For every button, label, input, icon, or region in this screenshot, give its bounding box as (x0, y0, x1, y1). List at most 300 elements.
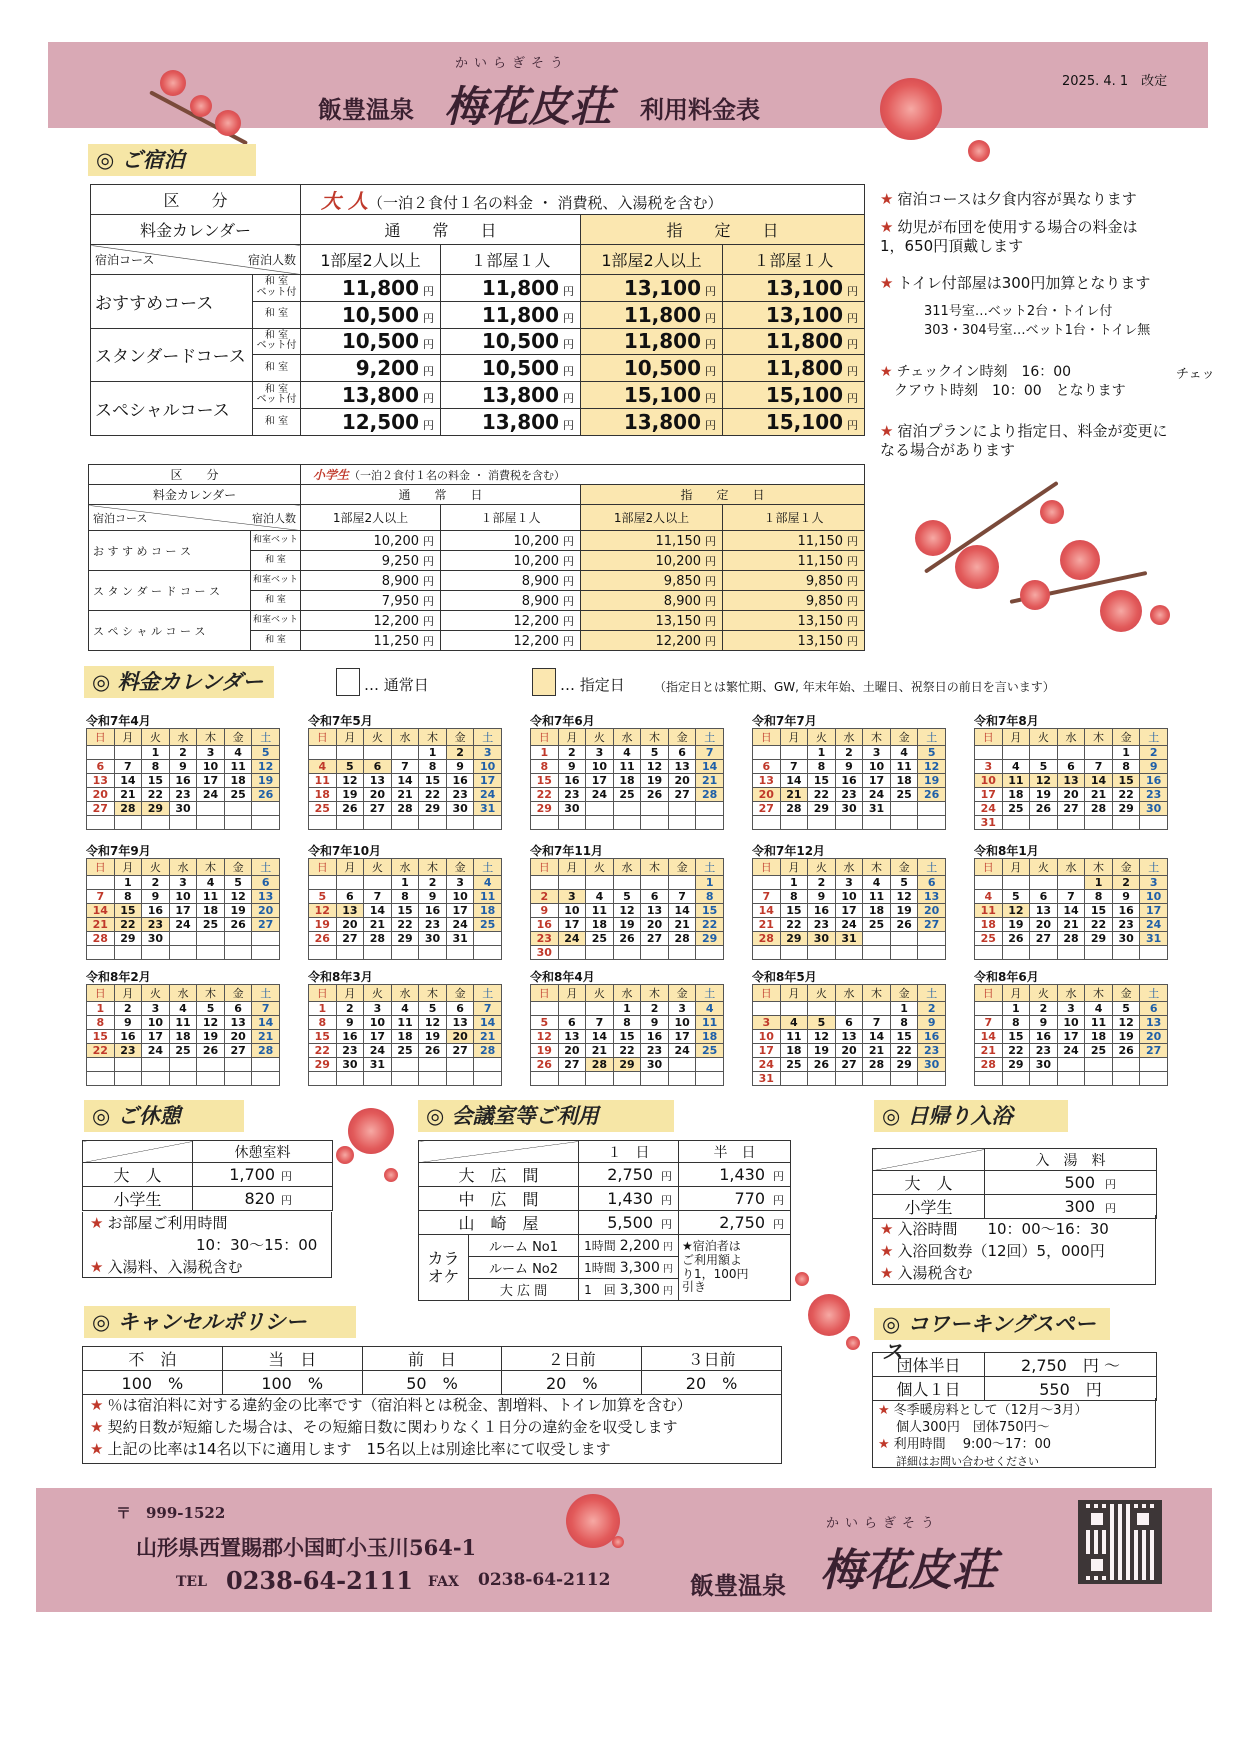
calendar-day: 27 (558, 1058, 586, 1072)
cancel-val-4: 20 % (502, 1371, 642, 1395)
calendar-day (558, 1002, 586, 1016)
calendar-day: 19 (531, 1044, 559, 1058)
calendar-day (808, 1002, 836, 1016)
calendar-day: 21 (586, 1044, 614, 1058)
child-col-course: 宿泊コース (93, 511, 148, 525)
calendar-day: 2 (336, 1002, 364, 1016)
calendar-day: 29 (419, 802, 447, 816)
room-price: 2,750 円 (679, 1211, 791, 1235)
calendar-day: 3 (197, 746, 225, 760)
calendar-day (668, 876, 696, 890)
calendar-day: 8 (114, 890, 142, 904)
calendar-day: 17 (835, 904, 863, 918)
course-name: ス タ ン ダ ー ド コ ー ス (89, 571, 251, 611)
calendar-day (753, 1002, 781, 1016)
calendar-day (890, 1072, 918, 1086)
calendar-day: 15 (309, 1030, 337, 1044)
calendar-day (1057, 946, 1085, 960)
calendar-day: 10 (863, 760, 891, 774)
price-cell: 7,950 円 (301, 591, 441, 611)
calendar-day: 24 (474, 788, 502, 802)
calendar-day: 13 (446, 1016, 474, 1030)
calendar-day (142, 946, 170, 960)
weekday-header: 木 (1085, 729, 1113, 746)
calendar-day: 21 (863, 1044, 891, 1058)
calendar-day: 12 (1112, 1016, 1140, 1030)
calendar-day (364, 746, 392, 760)
calendar-day: 13 (364, 774, 392, 788)
calendar-day: 19 (890, 904, 918, 918)
calendar-day: 15 (142, 774, 170, 788)
month-title: 令和7年5月 (308, 714, 373, 728)
price-cell: 11,250 円 (301, 631, 441, 651)
calendar-day: 30 (1112, 932, 1140, 946)
calendar-day: 2 (808, 876, 836, 890)
month-title: 令和8年5月 (752, 970, 817, 984)
calendar-day: 29 (696, 932, 724, 946)
calendar-day: 4 (613, 746, 641, 760)
calendar-day (1085, 816, 1113, 830)
calendar-day: 18 (586, 918, 614, 932)
course-name: ス ペ シ ャ ル コ ー ス (89, 611, 251, 651)
calendar-day: 24 (863, 788, 891, 802)
cancel-head-3: 前 日 (362, 1347, 502, 1371)
meeting-room-row (419, 1163, 791, 1187)
calendar-day: 29 (391, 932, 419, 946)
room-type: 和 室 (251, 551, 301, 571)
calendar-day: 27 (668, 788, 696, 802)
karaoke-room: ルーム No1 (469, 1235, 579, 1257)
calendar-day: 22 (87, 1044, 115, 1058)
calendar-day (586, 1002, 614, 1016)
calendar-day: 24 (142, 1044, 170, 1058)
calendar-day: 14 (252, 1016, 280, 1030)
calendar-day (613, 1072, 641, 1086)
calendar-day: 14 (863, 1030, 891, 1044)
calendar-day (975, 1002, 1003, 1016)
calendar-day (863, 1002, 891, 1016)
calendar-day: 8 (87, 1016, 115, 1030)
month-calendar (530, 968, 724, 1086)
calendar-day (197, 1058, 225, 1072)
month-title: 令和7年8月 (974, 714, 1039, 728)
revision-date: 2025. 4. 1 改定 (1062, 74, 1168, 89)
month-calendar (752, 712, 946, 830)
plum-flower-icon (160, 70, 186, 96)
calendar-day: 29 (531, 802, 559, 816)
calendar-day: 17 (753, 1044, 781, 1058)
plum-flower-icon (955, 545, 999, 589)
weekday-header: 木 (1085, 859, 1113, 876)
stay-section-title: ◎ ご宿泊 (88, 144, 256, 176)
calendar-day: 3 (1057, 1002, 1085, 1016)
calendar-day (114, 1072, 142, 1086)
weekday-header: 水 (1057, 985, 1085, 1002)
legend-special-note: （指定日とは繁忙期、GW, 年末年始、土曜日、祝祭日の前日を言います） (654, 680, 1055, 694)
calendar-day (142, 1058, 170, 1072)
month-calendar (530, 842, 724, 960)
calendar-day: 5 (224, 876, 252, 890)
room-type: 和 室 (251, 591, 301, 611)
weekday-header: 水 (391, 985, 419, 1002)
calendar-day (169, 946, 197, 960)
cancel-section-title: ◎ キャンセルポリシー (84, 1306, 356, 1338)
weekday-header: 火 (808, 729, 836, 746)
calendar-day (169, 1072, 197, 1086)
month-title: 令和7年7月 (752, 714, 817, 728)
calendar-day: 12 (252, 760, 280, 774)
calendar-day (419, 946, 447, 960)
calendar-day: 20 (364, 788, 392, 802)
weekday-header: 月 (1002, 729, 1030, 746)
calendar-day: 19 (419, 1030, 447, 1044)
calendar-day (890, 932, 918, 946)
calendar-day: 2 (169, 746, 197, 760)
calendar-day (252, 1058, 280, 1072)
cowork-note-3: ★ 利用時間 9:00〜17：00 (878, 1437, 1052, 1452)
calendar-day: 6 (668, 746, 696, 760)
cowork-row-group: 団体半日 (873, 1353, 985, 1377)
calendar-day: 7 (975, 1016, 1003, 1030)
calendar-day: 1 (391, 876, 419, 890)
course-name: お す す め コ ー ス (89, 531, 251, 571)
calendar-day (1140, 1058, 1168, 1072)
plum-flower-icon (1020, 580, 1050, 610)
calendar-day: 22 (531, 788, 559, 802)
calendar-day (1002, 746, 1030, 760)
calendar-day (1085, 1058, 1113, 1072)
plum-flower-icon (384, 1168, 398, 1182)
weekday-header: 土 (1140, 729, 1168, 746)
calendar-day: 11 (613, 760, 641, 774)
weekday-header: 日 (753, 859, 781, 876)
calendar-day: 24 (586, 788, 614, 802)
room-price: 1,430 円 (679, 1163, 791, 1187)
calendar-day: 8 (808, 760, 836, 774)
col-two-special: 1部屋2人以上 (581, 245, 723, 275)
calendar-day: 30 (142, 932, 170, 946)
calendar-day (918, 802, 946, 816)
calendar-day (336, 746, 364, 760)
calendar-day (753, 746, 781, 760)
calendar-day: 5 (336, 760, 364, 774)
calendar-day: 19 (918, 774, 946, 788)
weekday-header: 土 (696, 729, 724, 746)
calendar-day (224, 932, 252, 946)
calendar-day (863, 1072, 891, 1086)
weekday-header: 土 (1140, 859, 1168, 876)
calendar-day: 31 (753, 1072, 781, 1086)
calendar-day: 2 (142, 876, 170, 890)
weekday-header: 月 (114, 985, 142, 1002)
legend-special-label: … 指定日 (560, 676, 625, 694)
stay-note-1: ★ 宿泊コースは夕食内容が異なります (880, 190, 1137, 208)
room-type: 和室ベット (251, 531, 301, 551)
calendar-day: 25 (474, 918, 502, 932)
weekday-header: 木 (863, 859, 891, 876)
calendar-day: 21 (391, 788, 419, 802)
price-cell: 13,800 円 (441, 382, 581, 409)
calendar-day: 23 (169, 788, 197, 802)
weekday-header: 金 (224, 729, 252, 746)
calendar-day: 27 (252, 918, 280, 932)
col-special: 指 定 日 (581, 215, 865, 245)
calendar-day (780, 1072, 808, 1086)
weekday-header: 金 (1112, 859, 1140, 876)
calendar-day: 7 (863, 1016, 891, 1030)
weekday-header: 水 (1057, 859, 1085, 876)
weekday-header: 土 (696, 985, 724, 1002)
calendar-day: 26 (252, 788, 280, 802)
weekday-header: 月 (780, 859, 808, 876)
calendar-day (668, 946, 696, 960)
calendar-day: 17 (668, 1030, 696, 1044)
calendar-day: 15 (391, 904, 419, 918)
calendar-day (309, 816, 337, 830)
calendar-day: 19 (197, 1030, 225, 1044)
calendar-day (586, 946, 614, 960)
calendar-day: 16 (1030, 1030, 1058, 1044)
calendar-day: 4 (309, 760, 337, 774)
calendar-day: 8 (391, 890, 419, 904)
calendar-day (87, 1058, 115, 1072)
price-cell: 11,150 円 (723, 531, 865, 551)
calendar-day: 24 (753, 1058, 781, 1072)
calendar-day: 8 (780, 890, 808, 904)
weekday-header: 火 (1030, 985, 1058, 1002)
calendar-day: 1 (696, 876, 724, 890)
weekday-header: 火 (586, 985, 614, 1002)
calendar-day: 2 (1140, 746, 1168, 760)
calendar-day: 25 (780, 1058, 808, 1072)
room-price: 770 円 (679, 1187, 791, 1211)
price-row (91, 275, 865, 302)
calendar-day (1002, 876, 1030, 890)
calendar-day: 23 (142, 918, 170, 932)
calendar-day: 21 (114, 788, 142, 802)
calendar-day: 28 (391, 802, 419, 816)
calendar-day: 6 (641, 890, 669, 904)
dayspa-note-2: ★ 入浴回数券（12回）5，000円 (880, 1242, 1105, 1260)
calendar-day (863, 932, 891, 946)
cancel-note-3: ★ 上記の比率は14名以下に適用します 15名以上は別途比率にて収受します (90, 1440, 611, 1458)
meeting-room-row (419, 1187, 791, 1211)
price-cell: 12,200 円 (441, 611, 581, 631)
calendar-day: 25 (613, 788, 641, 802)
calendar-day: 4 (863, 876, 891, 890)
calendar-day: 11 (975, 904, 1003, 918)
calendar-day: 23 (835, 788, 863, 802)
calendar-day: 13 (224, 1016, 252, 1030)
month-title: 令和7年12月 (752, 844, 826, 858)
weekday-header: 日 (309, 729, 337, 746)
calendar-day (975, 946, 1003, 960)
calendar-day: 3 (835, 876, 863, 890)
col-kubun: 区 分 (91, 185, 301, 215)
calendar-day (780, 816, 808, 830)
calendar-day: 19 (309, 918, 337, 932)
weekday-header: 月 (114, 859, 142, 876)
calendar-day: 9 (446, 760, 474, 774)
weekday-header: 金 (890, 985, 918, 1002)
price-cell: 10,200 円 (301, 531, 441, 551)
cowork-table (872, 1352, 1157, 1401)
calendar-day: 10 (1140, 890, 1168, 904)
legend-normal-box (336, 668, 360, 696)
calendar-day: 31 (1140, 932, 1168, 946)
calendar-day (364, 1072, 392, 1086)
price-cell: 9,200 円 (301, 355, 441, 382)
calendar-day (668, 1058, 696, 1072)
dayspa-section-title: ◎ 日帰り入浴 (874, 1100, 1068, 1132)
calendar-day: 1 (87, 1002, 115, 1016)
calendar-day: 26 (890, 918, 918, 932)
calendar-day (1030, 876, 1058, 890)
calendar-day (558, 946, 586, 960)
calendar-day: 9 (918, 1016, 946, 1030)
cancel-head-2: 当 日 (222, 1347, 362, 1371)
calendar-day: 26 (641, 788, 669, 802)
calendar-day: 2 (1030, 1002, 1058, 1016)
calendar-day: 16 (419, 904, 447, 918)
calendar-day: 1 (531, 746, 559, 760)
calendar-day: 18 (890, 774, 918, 788)
calendar-day: 23 (336, 1044, 364, 1058)
calendar-day: 30 (641, 1058, 669, 1072)
room-type: 和 室 (253, 355, 301, 382)
calendar-day (169, 932, 197, 946)
calendar-day: 5 (419, 1002, 447, 1016)
calendar-day: 20 (835, 1044, 863, 1058)
calendar-day (1112, 946, 1140, 960)
calendar-day: 20 (668, 774, 696, 788)
price-cell: 8,900 円 (581, 591, 723, 611)
calendar-day: 2 (114, 1002, 142, 1016)
calendar-day (918, 1072, 946, 1086)
calendar-day (169, 1058, 197, 1072)
checkin-note: ★ チェックイン時刻 16：00 (880, 364, 1072, 380)
calendar-day: 9 (558, 760, 586, 774)
weekday-header: 木 (641, 859, 669, 876)
calendar-day: 10 (586, 760, 614, 774)
calendar-day: 2 (558, 746, 586, 760)
calendar-day (1140, 1072, 1168, 1086)
calendar-day (641, 816, 669, 830)
room-type: 和 室 ベット付 (253, 382, 301, 409)
calendar-day (975, 746, 1003, 760)
calendar-day: 25 (391, 1044, 419, 1058)
calendar-day: 30 (419, 932, 447, 946)
cancel-head-4: ２日前 (502, 1347, 642, 1371)
calendar-day: 27 (1057, 802, 1085, 816)
month-title: 令和8年2月 (86, 970, 151, 984)
weekday-header: 火 (1030, 729, 1058, 746)
calendar-day: 21 (780, 788, 808, 802)
calendar-day: 7 (364, 890, 392, 904)
price-cell: 12,500 円 (301, 408, 441, 435)
calendar-day (224, 816, 252, 830)
calendar-day: 15 (531, 774, 559, 788)
qr-code[interactable] (1078, 1500, 1162, 1584)
footer-fax: 0238-64-2112 (478, 1570, 611, 1590)
calendar-day (1112, 816, 1140, 830)
karaoke-price: 1時間 2,200 円 (579, 1235, 679, 1257)
calendar-day (918, 932, 946, 946)
room-type: 和室ベット (251, 611, 301, 631)
room-price: 5,500 円 (579, 1211, 679, 1235)
calendar-day: 8 (142, 760, 170, 774)
calendar-day: 17 (1140, 904, 1168, 918)
weekday-header: 水 (169, 859, 197, 876)
calendar-day: 25 (863, 918, 891, 932)
weekday-header: 月 (114, 729, 142, 746)
calendar-day: 13 (336, 904, 364, 918)
calendar-day: 13 (1140, 1016, 1168, 1030)
dayspa-row-child: 小学生 (873, 1195, 985, 1219)
calendar-day (918, 816, 946, 830)
price-cell: 13,800 円 (301, 382, 441, 409)
header-suffix: 利用料金表 (640, 95, 760, 124)
calendar-day: 11 (863, 890, 891, 904)
calendar-day: 2 (531, 890, 559, 904)
calendar-day: 3 (169, 876, 197, 890)
price-cell: 13,800 円 (441, 408, 581, 435)
calendar-day: 20 (1030, 918, 1058, 932)
calendar-day: 20 (446, 1030, 474, 1044)
calendar-day (753, 876, 781, 890)
calendar-day (1085, 1072, 1113, 1086)
calendar-day: 29 (890, 1058, 918, 1072)
price-row (91, 382, 865, 409)
calendar-day (114, 746, 142, 760)
cowork-row-individual: 個人１日 (873, 1377, 985, 1401)
calendar-day: 11 (474, 890, 502, 904)
weekday-header: 木 (641, 985, 669, 1002)
calendar-day (224, 946, 252, 960)
month-calendar (308, 968, 502, 1086)
calendar-day: 13 (87, 774, 115, 788)
calendar-day: 30 (808, 932, 836, 946)
dayspa-price-adult: 500 (1064, 1173, 1095, 1192)
calendar-day: 30 (1140, 802, 1168, 816)
month-calendar (86, 712, 280, 830)
calendar-day: 11 (586, 904, 614, 918)
calendar-day: 13 (1057, 774, 1085, 788)
checkout-note: クアウト時刻 10：00 となります (894, 383, 1126, 399)
calendar-day: 1 (419, 746, 447, 760)
calendar-day: 18 (613, 774, 641, 788)
weekday-header: 月 (780, 985, 808, 1002)
child-col-normal: 通 常 日 (301, 485, 581, 505)
calendar-day (835, 816, 863, 830)
calendar-day: 13 (1030, 904, 1058, 918)
calendar-day: 17 (975, 788, 1003, 802)
calendar-day: 11 (1085, 1016, 1113, 1030)
footer-address: 山形県西置賜郡小国町小玉川564-1 (136, 1535, 477, 1560)
calendar-day: 4 (780, 1016, 808, 1030)
calendar-day: 25 (586, 932, 614, 946)
calendar-day: 14 (87, 904, 115, 918)
child-col-two-special: 1部屋2人以上 (581, 505, 723, 531)
calendar-day: 27 (918, 918, 946, 932)
calendar-day: 28 (364, 932, 392, 946)
course-name: スタンダードコース (91, 328, 253, 382)
header-furigana: かいらぎそう (455, 56, 570, 71)
meeting-room-row (419, 1211, 791, 1235)
calendar-day: 9 (169, 760, 197, 774)
weekday-header: 水 (1057, 729, 1085, 746)
weekday-header: 月 (1002, 859, 1030, 876)
